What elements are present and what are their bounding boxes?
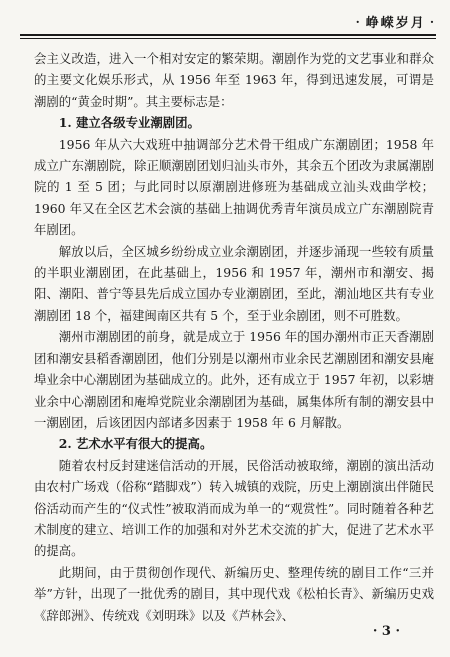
- page-number: · 3 ·: [372, 624, 400, 639]
- header-rule-thick: [20, 34, 436, 36]
- paragraph: 1956 年从六大戏班中抽调部分艺术骨干组成广东潮剧团；1958 年成立广东潮剧院，除正顺潮剧团划归汕头市外，其余五个团改为隶属潮剧院的 1 至 5 团；与此同时以原潮剧进修班为基础成立汕头戏曲学校；1960 年又在全区艺术会演的基础上抽调优秀青年演员成立广东潮剧院青年剧团。: [34, 136, 434, 238]
- header-left-dot: ·: [355, 14, 362, 29]
- body-text: [34, 48, 434, 626]
- paragraph: 此期间，由于贯彻创作现代、新编历史、整理传统的剧目工作“三并举”方针，出现了一批优秀的剧目，其中现代戏《松柏长青》、新编历史戏《辞郎洲》、传统戏《刘明珠》以及《芦林会》、: [34, 564, 434, 623]
- paragraph: 解放以后，全区城乡纷纷成立业余潮剧团，并逐步涌现一些较有质量的半职业潮剧团，在此基础上，1956 和 1957 年，潮州市和潮安、揭阳、潮阳、普宁等县先后成立国办专业潮剧团，至此，潮汕地区共有专业潮剧团 18 个，福建闽南区共有 5 个，至于业余剧团，则不可胜数。: [34, 243, 434, 323]
- header-right-dot: ·: [429, 14, 436, 29]
- running-header: [356, 12, 436, 31]
- paragraph: 潮州市潮剧团的前身，就是成立于 1956 年的国办潮州市正天香潮剧团和潮安县稻香潮剧团，他们分别是以潮州市业余民艺潮剧团和潮安县庵埠业余中心潮剧团为基础成立的。此外，还有成立于 1957 年初，以彩塘业余中心潮剧团和庵埠党院业余潮剧团为基础，属集体所有制的潮安县中一潮剧团，后该团因内部诸多因素于 1958 年 6 月解散。: [34, 329, 434, 430]
- paragraph-continued: 会主义改造，进入一个相对安定的繁荣期。潮剧作为党的文艺事业和群众的主要文化娱乐形式，从 1956 年至 1963 年，得到迅速发展，可谓是潮剧的“黄金时期”。其主要标志是：: [34, 51, 434, 109]
- paragraph: 随着农村反封建迷信活动的开展，民俗活动被取缔，潮剧的演出活动由农村广场戏（俗称“踏脚戏”）转入城镇的戏院，历史上潮剧演出伴随民俗活动而产生的“仪式性”被取消而成为单一的“观赏性”。同时随着各种艺术制度的建立、培训工作的加强和对外艺术交流的扩大，促进了艺术水平的提高。: [34, 457, 434, 559]
- header-rule-thin: [20, 38, 436, 39]
- section-heading-1: 1. 建立各级专业潮剧团。: [58, 115, 200, 131]
- header-title: 峥嵘岁月: [365, 16, 426, 31]
- section-heading-2: 2. 艺术水平有很大的提高。: [58, 436, 213, 452]
